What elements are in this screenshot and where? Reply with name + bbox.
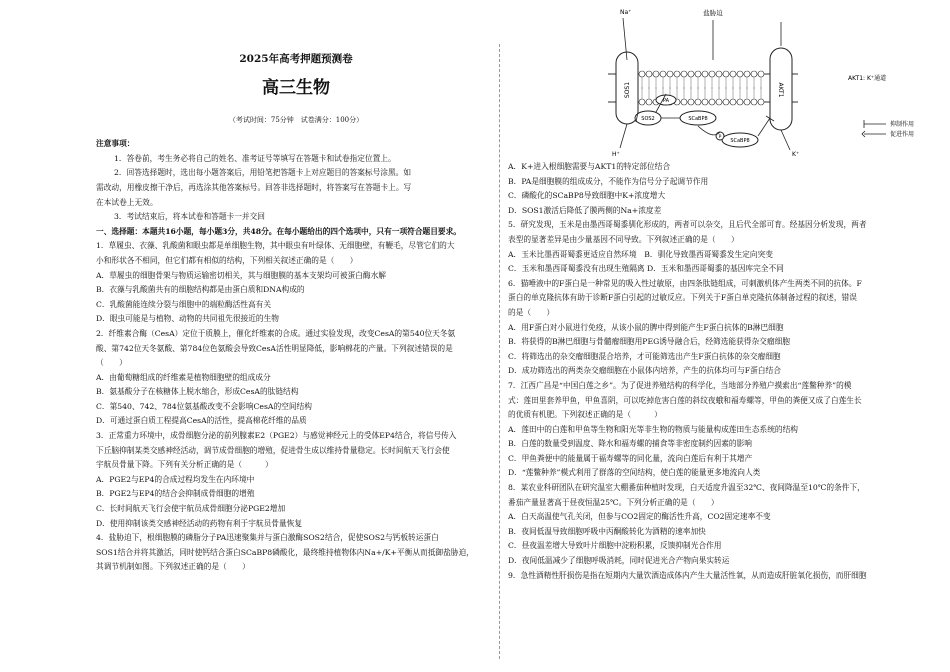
question-line: 5．研究发现，玉米是由墨西哥蜀黍驯化形成的，两者可以杂交，且后代全部可育。经基因分析发现，两者 [508, 220, 867, 230]
question-line: D．“莲鳖种养”模式利用了群落的空间结构，使白莲的能量更多地流向人类 [508, 468, 761, 478]
question-line: C．第540、742、784位氨基酸改变不会影响CesA的空间结构 [96, 401, 312, 411]
diagram-svg [508, 0, 946, 160]
phospholipid-head [744, 99, 750, 105]
question-line: D．夜间低温减少了细胞呼吸消耗，同时促进光合产物向果实转运 [508, 556, 730, 566]
phospholipid-head [639, 99, 645, 105]
question-line: A．白天高温使气孔关闭，但参与CO2固定的酶活性升高，CO2固定速率不变 [508, 512, 771, 522]
phospholipid-head [737, 71, 743, 77]
question-line: （ ） [96, 358, 127, 368]
question-line: C．玉米和墨西哥蜀黍没有出现生殖隔离 D．玉米和墨西哥蜀黍的基因库完全不同 [508, 264, 784, 274]
question-line: SOS1结合并将其激活，同时使钙结合蛋白SCaBP8磷酸化，最终维持植物体内Na+/K+平衡从而抵御盐胁迫， [96, 547, 474, 557]
phospholipid-head [744, 71, 750, 77]
question-line: 的优质有机肥。下列叙述正确的是（ ） [508, 410, 662, 420]
k-label: K⁺ [792, 151, 800, 158]
note-line: 3．考试结束后，将本试卷和答题卡一并交回 [114, 212, 265, 222]
sos2-label: SOS2 [641, 116, 655, 122]
phospholipid-head [646, 99, 652, 105]
phospholipid-head [758, 71, 764, 77]
h-label: H⁺ [612, 151, 620, 158]
question-line: B．PGE2与EP4的结合会抑制成骨细胞的增殖 [96, 489, 255, 499]
phospholipid-head [660, 71, 666, 77]
phospholipid-head [688, 99, 694, 105]
phospholipid-head [646, 71, 652, 77]
question-line: 酸、第742位天冬氨酸、第784位色氨酸会导致CesA活性明显降低，影响棉花的产量。下列叙述错误的是 [96, 343, 453, 353]
question-line: 下丘脑抑制某类交感神经活动，调节成骨细胞的增殖，促进骨生成以维持骨量稳定。长时间航天飞行会使 [96, 445, 450, 455]
phospholipid-head [681, 99, 687, 105]
question-line: C．长时间航天飞行会使宇航员成骨细胞分泌PGE2增加 [96, 504, 286, 514]
question-line: A．K+进入根细胞需要与AKT1的特定部位结合 [508, 162, 671, 171]
question-line: 9．急性酒精性肝损伤是指在短期内大量饮酒造成体内产生大量活性氧，从而造成肝脏氧化损伤，而肝细胞 [508, 570, 867, 580]
question-line: 表型的显著差异是由少量基因不同导致。下列叙述正确的是（ ） [508, 234, 739, 244]
question-line: B．衣藻与乳酸菌共有的细胞结构都是由蛋白质和DNA构成的 [96, 285, 305, 295]
question-line: A．由葡萄糖组成的纤维素是植物细胞壁的组成成分 [96, 372, 271, 382]
right-column [508, 0, 946, 672]
question-line: B．PA是细胞膜的组成成分，不能作为信号分子起调节作用 [508, 176, 709, 186]
pa-label: PA [662, 98, 670, 104]
phospholipid-head [716, 71, 722, 77]
left-column [96, 0, 496, 672]
phospholipid-head [702, 99, 708, 105]
question-line: D．成功筛选出的两类杂交瘤细胞在小鼠体内培养，产生的抗体均可与F蛋白结合 [508, 366, 781, 376]
question-line: C．乳酸菌能连续分裂与细胞中的端粒酶活性高有关 [96, 299, 272, 309]
question-line: 7．江西广昌是“中国白莲之乡”。为了促进养殖结构的科学化，当地部分养殖户摸索出“莲鳖种养”的模 [508, 380, 852, 390]
question-line: A．玉米比墨西哥蜀黍更适应自然环境 B．驯化导致墨西哥蜀黍发生定向突变 [508, 249, 773, 259]
question-line: D．可通过蛋白质工程提高CesA的活性，提高棉花纤维的品质 [96, 416, 307, 426]
question-line: B．夜间低温导致细胞呼吸中丙酮酸转化为酒精的速率加快 [508, 526, 706, 536]
question-line: 番茄产量显著高于昼夜恒温25℃。下列分析正确的是（ ） [508, 497, 719, 507]
question-line: B．氨基酸分子在核糖体上脱水缩合，形成CesA的肽链结构 [96, 387, 299, 397]
phospholipid-head [758, 99, 764, 105]
phospholipid-head [751, 99, 757, 105]
h-influx-arrow [620, 124, 627, 148]
question-line: D．SOS1激活后降低了膜两侧的Na+浓度差 [508, 205, 662, 215]
section-heading: 一、选择题：本题共16小题，每小题3分，共48分。在每小题给出的四个选项中，只有一项符合题目要求。 [96, 226, 461, 236]
question-line: 蛋白的单克隆抗体有助于诊断F蛋白引起的过敏反应。下列关于F蛋白单克隆抗体制备过程的叙述，错误 [508, 293, 857, 303]
question-line: A．草履虫的细胞骨架与物质运输密切相关，其与细胞膜的基本支架均可被蛋白酶水解 [96, 270, 386, 280]
question-line: 4．盐胁迫下，根细胞膜的磷脂分子PA迅速聚集并与蛋白激酶SOS2结合，促使SOS2与钙板转运蛋白 [96, 533, 439, 543]
phospholipid-head [674, 71, 680, 77]
phospholipid-head [709, 71, 715, 77]
note-line: 2．回答选择题时，选出每小题答案后，用铅笔把答题卡上对应题目的答案标号涂黑。如 [114, 168, 412, 178]
exam-info: （考试时间：75分钟 试卷满分：100分） [228, 115, 364, 124]
salt-stress-label: 盐胁迫 [703, 9, 723, 17]
phospholipid-head [702, 71, 708, 77]
subject-title: 高三生物 [262, 77, 330, 98]
phospholipid-head [667, 71, 673, 77]
question-line: C．甲鱼粪便中的能量属于福寿螺等的同化量，流向白莲后有利于其增产 [508, 453, 753, 463]
phospholipid-head [688, 71, 694, 77]
question-line: C．磷酸化的SCaBP8导致细胞中K+浓度增大 [508, 191, 666, 201]
phosphate-label: P [718, 135, 722, 140]
phospholipid-head [716, 99, 722, 105]
column-divider [499, 44, 500, 659]
question-line: 宇航员骨量下降。下列有关分析正确的是（ ） [96, 460, 273, 470]
note-line: 1．答卷前，考生务必将自己的姓名、准考证号等填写在答题卡和试卷指定位置上。 [114, 153, 396, 163]
question-line: 2．纤维素合酶（CesA）定位于质膜上，催化纤维素的合成。通过实验发现，改变CesA的第540位天冬氨 [96, 328, 456, 338]
question-list-right [508, 160, 946, 583]
question-line: A．用F蛋白对小鼠进行免疫，从该小鼠的脾中得到能产生F蛋白抗体的B淋巴细胞 [508, 322, 784, 332]
na-label: Na⁺ [620, 9, 632, 16]
legend-promote-label: 促进作用 [890, 131, 915, 138]
phospholipid-head [709, 99, 715, 105]
phospholipid-head [639, 71, 645, 77]
scabp8-p-label: SCaBP8 [730, 138, 750, 144]
question-line: C．昼夜温差增大导致叶片细胞中淀粉积累，反馈抑制光合作用 [508, 541, 722, 551]
question-line: B．将获得的B淋巴细胞与骨髓瘤细胞用PEG诱导融合后，经筛选能获得杂交瘤细胞 [508, 337, 790, 347]
phospholipid-head [723, 99, 729, 105]
phospholipid-head [695, 71, 701, 77]
question-line: 的是（ ） [508, 307, 555, 317]
salt-stress-diagram [508, 0, 946, 160]
phospholipid-head [730, 99, 736, 105]
question-line: D．使用抑制该类交感神经活动的药物有利于宇航员骨量恢复 [96, 518, 303, 528]
phospholipid-head [751, 71, 757, 77]
question-line: 小和形状各不相同，但它们都有相似的结构，下列相关叙述正确的是（ ） [96, 255, 358, 265]
question-line: 6．猫唾液中的F蛋白是一种常见的吸入性过敏原，由四条肽链组成，可刺激机体产生两类不同的抗体。F [508, 278, 862, 288]
exam-title: 2025年高考押题预测卷 [239, 53, 353, 65]
phospholipid-head [653, 71, 659, 77]
question-line: B．白莲的数量受到温度、降水和福寿螺的捕食等非密度制约因素的影响 [508, 439, 752, 449]
phospholipid-head [737, 99, 743, 105]
scabp8-label: SCaBP8 [688, 116, 708, 122]
akt1-label: AKT1 [777, 82, 784, 98]
question-line: A．莲田中的白莲和甲鱼等生物和阳光等非生物的物质与能量构成莲田生态系统的结构 [508, 424, 798, 434]
question-line: D．眼虫可能是与植物、动物的共同祖先很接近的生物 [96, 314, 279, 324]
question-list-left [96, 239, 496, 575]
phospholipid-head [723, 71, 729, 77]
phospholipid-head [681, 71, 687, 77]
phospholipid-head [730, 71, 736, 77]
question-line: 3．正常重力环境中，成骨细胞分泌的前列腺素E2（PGE2）与感觉神经元上的受体EP4结合，将信号传入 [96, 431, 457, 441]
question-line: C．将筛选出的杂交瘤细胞混合培养，才可能筛选出产生F蛋白抗体的杂交瘤细胞 [508, 351, 781, 361]
phospholipid-head [695, 99, 701, 105]
note-line: 在本试卷上无效。 [96, 197, 158, 207]
note-line: 需改动，用橡皮擦干净后，再选涂其他答案标号。回答非选择题时，将答案写在答题卡上。写 [96, 182, 412, 192]
question-line: 式：莲田里套养甲鱼，甲鱼喜阴，可以吃掉危害白莲的斜纹夜蛾和福寿螺等，甲鱼的粪便又成了白莲生长 [508, 395, 862, 405]
question-line: 其调节机制如图。下列叙述正确的是（ ） [96, 562, 250, 572]
legend-inhibit-label: 抑制作用 [890, 121, 915, 128]
legend-title: AKT1: K⁺通道 [848, 75, 887, 82]
sos1-label: SOS1 [624, 81, 631, 99]
k-inward-arrow [781, 130, 790, 150]
question-line: 8．某农业科研团队在研究温室大棚番茄种植时发现，白天适度升温至32℃、夜间降温至10℃的条件下， [508, 483, 865, 493]
question-line: 1．草履虫、衣藻、乳酸菌和眼虫都是单细胞生物，其中眼虫有叶绿体、无细胞壁，有鞭毛，尽管它们的大 [96, 241, 455, 251]
inhibit-akt1-line [758, 118, 770, 136]
question-line: A．PGE2与EP4的合成过程均发生在内环境中 [96, 474, 255, 484]
notes-heading: 注意事项： [96, 139, 135, 149]
